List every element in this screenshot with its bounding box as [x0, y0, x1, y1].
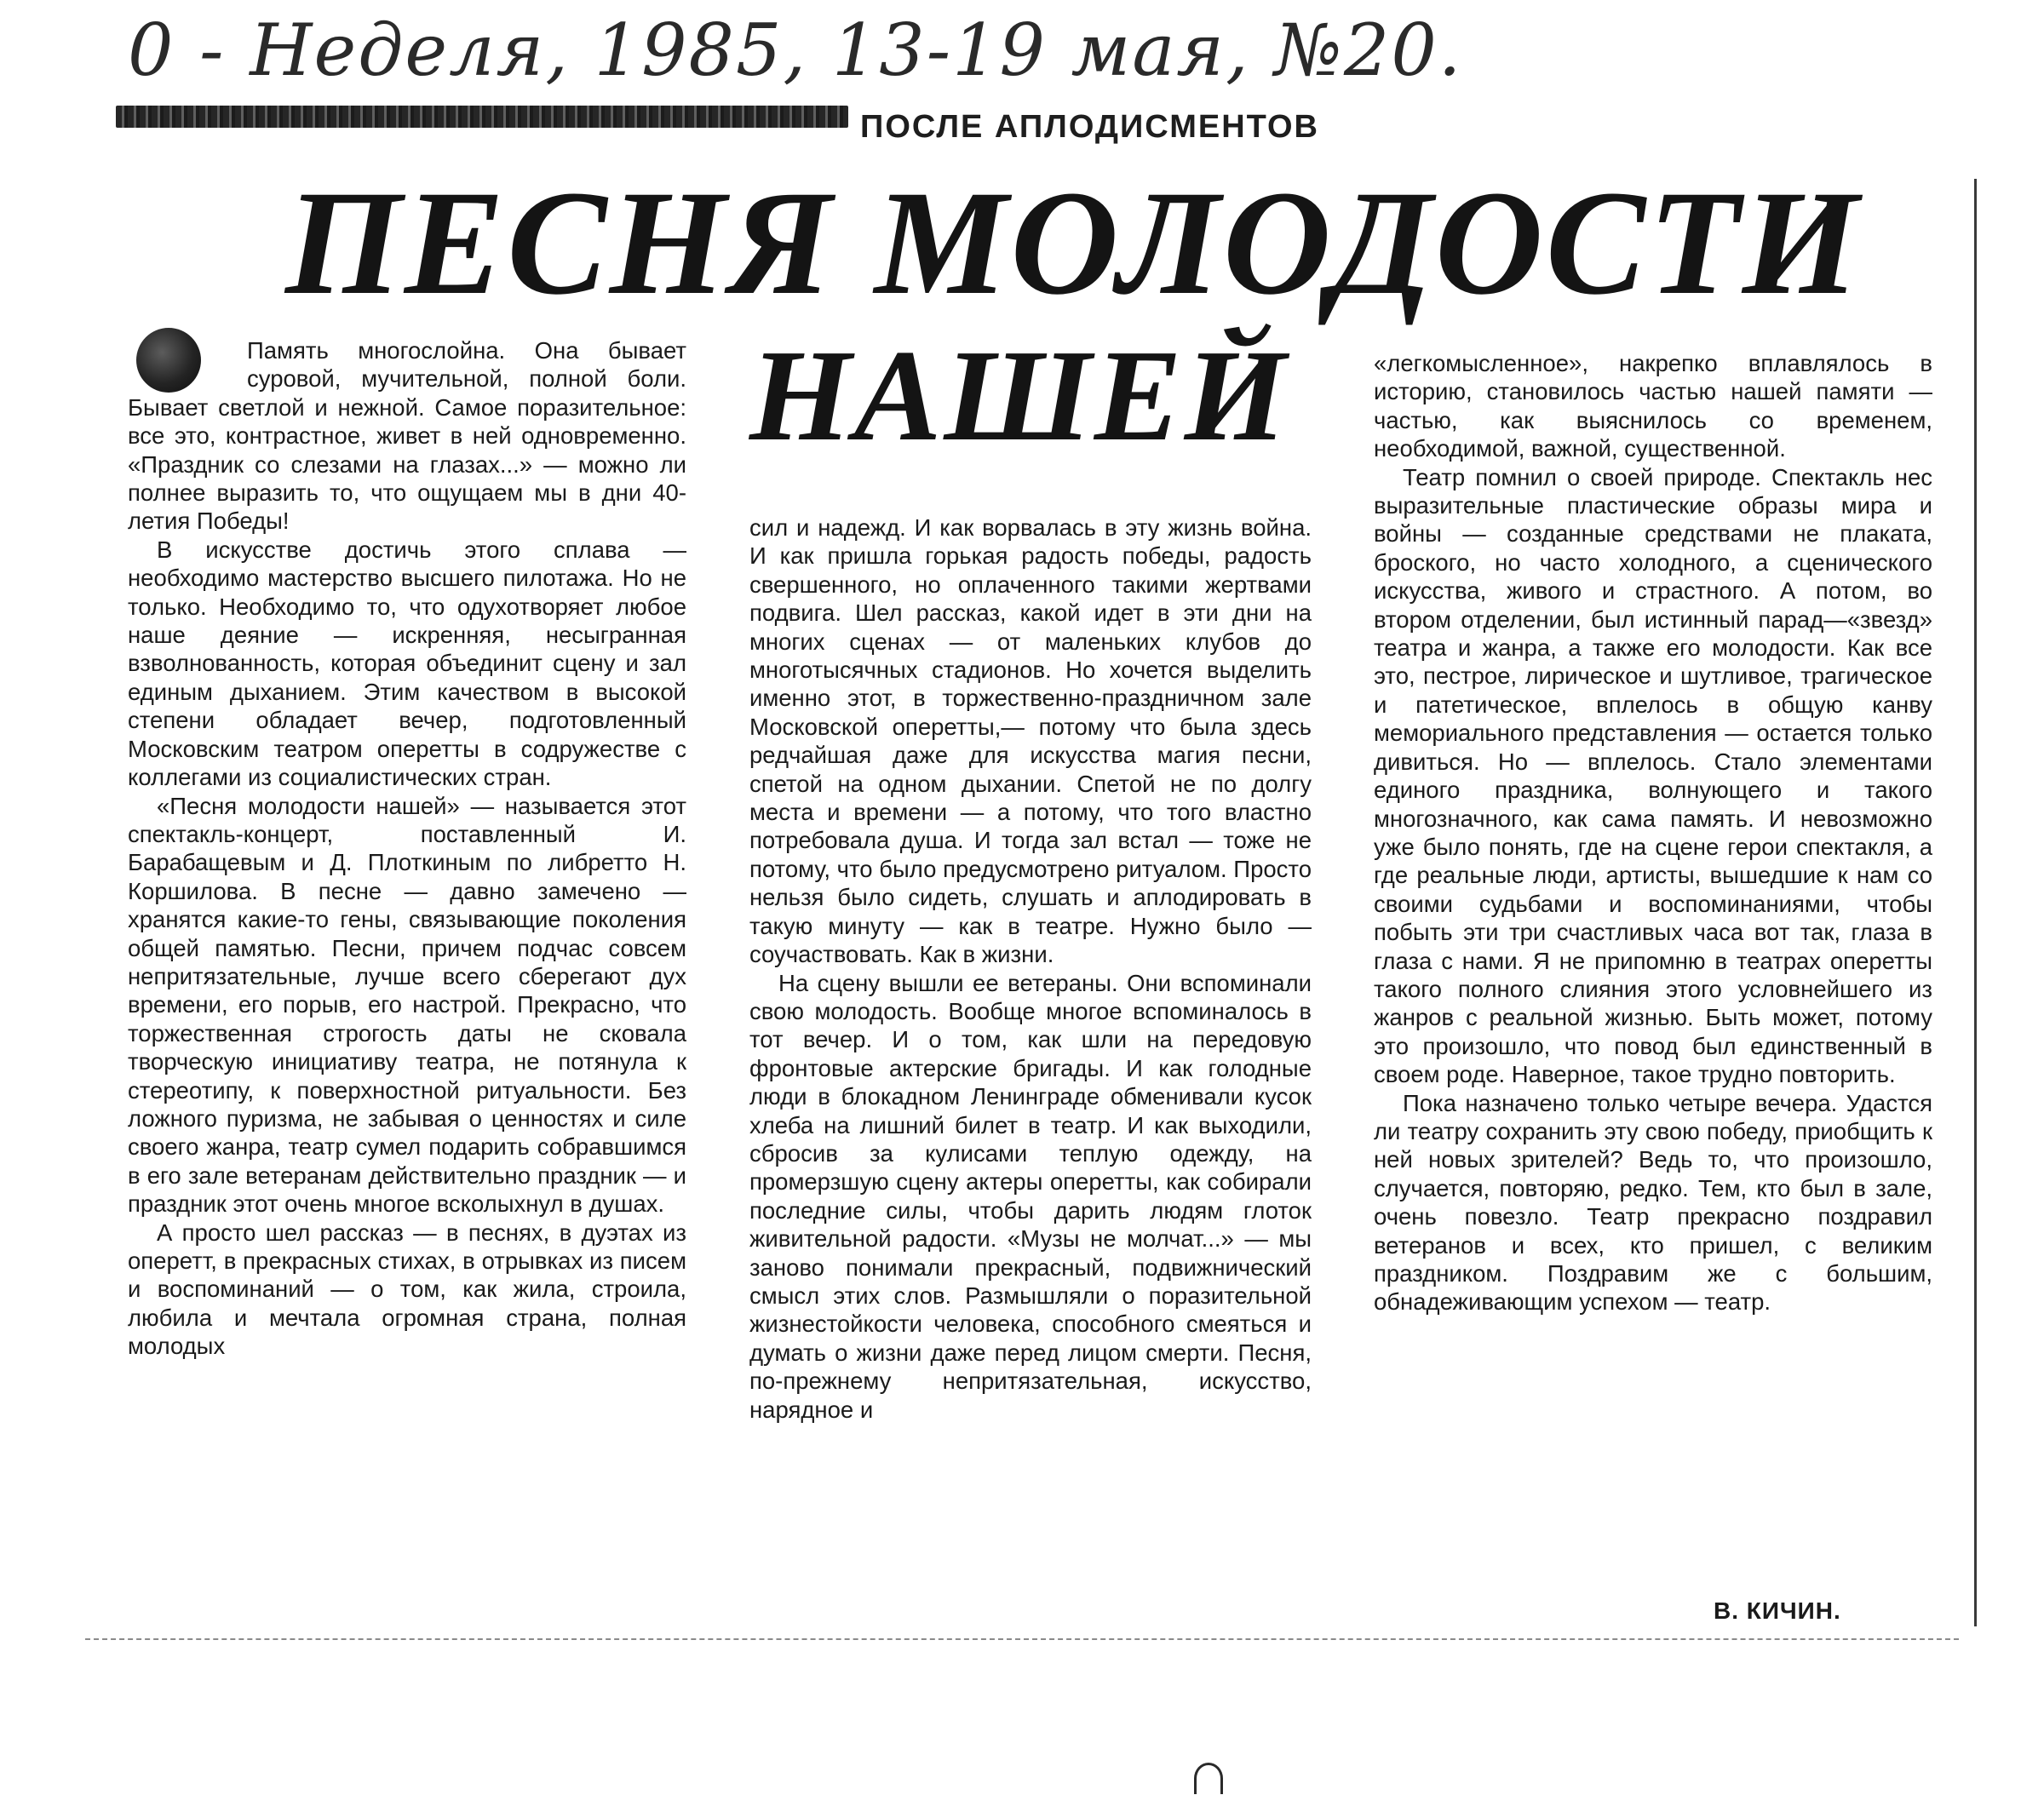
paragraph: «Песня молодости нашей» — называется этот спектакль-концерт, поставленный И. Барабащевым и Д. Плоткиным по либретто Н. Коршилова. В песне — давно замечено — хранятся какие-то гены, связывающие поколения общей памятью. Песни, причем подчас совсем непритязательные, лучше всего сберегают дух времени, его порыв, его настрой. Прекрасно, что торжественная строгость даты не сковала творческую инициативу театра, не потянула к стереотипу, к поверхностной ритуальности. Без ложного пуризма, не забывая о ценностях и силе своего жанра, театр сумел подарить собравшимся в его зале ветеранам действительно праздник — и праздник этот очень многое всколыхнул в душах.	[128, 792, 686, 1218]
lead-indent-spacer	[128, 336, 247, 387]
rubric-bar	[116, 106, 848, 128]
paragraph: сил и надежд. И как ворвалась в эту жизнь война. И как пришла горькая радость победы, радость свершенного, но оплаченного такими жертвами подвига. Шел рассказ, какой идет в эти дни на многих сценах — от маленьких клубов до многотысячных стадионов. Но хочется выделить именно этот, в торжественно-праздничном зале Московской оперетты,— потому что была здесь редчайшая даже для искусства магия песни, спетой на одном дыхании. Спетой не по долгу места и времени — а потому, что того властно потребовала душа. И тогда зал встал — тоже не потому, что было предусмотрено ритуалом. Просто нельзя было сидеть, слушать и аплодировать в такую минуту — как в театре. Нужно было — соучаствовать. Как в жизни.	[749, 514, 1312, 968]
author-signature: В. КИЧИН.	[1714, 1597, 1841, 1624]
headline-line-2: НАШЕЙ	[749, 324, 1289, 468]
paragraph: Театр помнил о своей природе. Спектакль нес выразительные пластические образы мира и войны — созданные средствами не плаката, броского, но часто холодного, а сценического искусства, живого и страстного. А потом, во втором отделении, был истинный парад—«звезд» театра и жанра, а также его молодости. Как все это, пестрое, лирическое и шутливое, трагическое и патетическое, вплелось в общую канву мемориального представления — остается только дивиться. Но — вплелось. Стало элементами единого праздника, волнующего и такого многозначного, как сама память. И невозможно уже было понять, где на сцене герои спектакля, а где реальные люди, артисты, вышедшие к нам со своими судьбами и воспоминаниями, чтобы побыть эти три счастливых часа вот так, глаза в глаза с нами. Я не припомню в театрах оперетты такого полного слияния этого условнейшего из жанров с реальной жизнью. Быть может, потому это произошло, что повод был единственный в своем роде. Наверное, такое трудно повторить.	[1374, 463, 1932, 1088]
pen-mark	[1194, 1763, 1223, 1794]
paragraph: На сцену вышли ее ветераны. Они вспоминали свою молодость. Вообще многое вспоминалось в тот вечер. И о том, как шли на передовую фронтовые актерские бригады. И как голодные люди в блокадном Ленинграде обменивали кусок хлеба на лишний билет в театр. И как выходили, сбросив за кулисами теплую одежду, на промерзшую сцену актеры оперетты, как собирали последние силы, чтобы дарить людям глоток живительной радости. «Музы не молчат...» — мы заново понимали прекрасный, подвижнический смысл этих слов. Размышляли о поразительной жизнестойкости человека, способного смеяться и думать о жизни даже перед лицом смерти. Песня, по-прежнему непритязательная, искусство, нарядное и	[749, 969, 1312, 1423]
handwritten-archive-note: 0 - Неделя, 1985, 13-19 мая, №20.	[128, 9, 1463, 92]
paragraph: Пока назначено только четыре вечера. Удастся ли театру сохранить эту свою победу, приобщить к ней новых зрителей? Ведь то, что произошло, случается, повторяю, редко. Тем, кто был в зале, очень повезло. Театр прекрасно поздравил ветеранов и всех, кто пришел, с великим праздником. Поздравим же с большим, обнадеживающим успехом — театр.	[1374, 1089, 1932, 1316]
paragraph: «легкомысленное», накрепко вплавлялось в историю, становилось частью нашей памяти — частью, как выяснилось со временем, необходимой, важной, существенной.	[1374, 350, 1932, 462]
article-column-1	[128, 336, 686, 1361]
paragraph: А просто шел рассказ — в песнях, в дуэтах из оперетт, в прекрасных стихах, в отрывках из писем и воспоминаний — о том, как жила, строила, любила и мечтала огромная страна, полная молодых	[128, 1219, 686, 1360]
article-column-3	[1374, 349, 1932, 1316]
headline-line-1: ПЕСНЯ МОЛОДОСТИ	[285, 160, 1862, 326]
article-column-2	[749, 513, 1312, 1424]
column-edge-rule	[1974, 179, 1977, 1626]
rubric-label: ПОСЛЕ АПЛОДИСМЕНТОВ	[860, 109, 1319, 145]
clipping-cut-line	[85, 1638, 1959, 1640]
paragraph: В искусстве достичь этого сплава — необходимо мастерство высшего пилотажа. Но не только. Необходимо то, что одухотворяет любое наше деяние — искренняя, несыгранная взволнованность, которая объединит сцену и зал единым дыханием. Этим качеством в высокой степени обладает вечер, подготовленный Московским театром оперетты в содружестве с коллегами из социалистических стран.	[128, 536, 686, 791]
paragraph: Память многослойна. Она бывает суровой, мучительной, полной боли. Бывает светлой и нежной. Самое поразительное: все это, контрастное, живет в ней одновременно. «Праздник со слезами на глазах...» — можно ли полнее выразить то, что ощущаем мы в дни 40-летия Победы!	[128, 337, 686, 535]
